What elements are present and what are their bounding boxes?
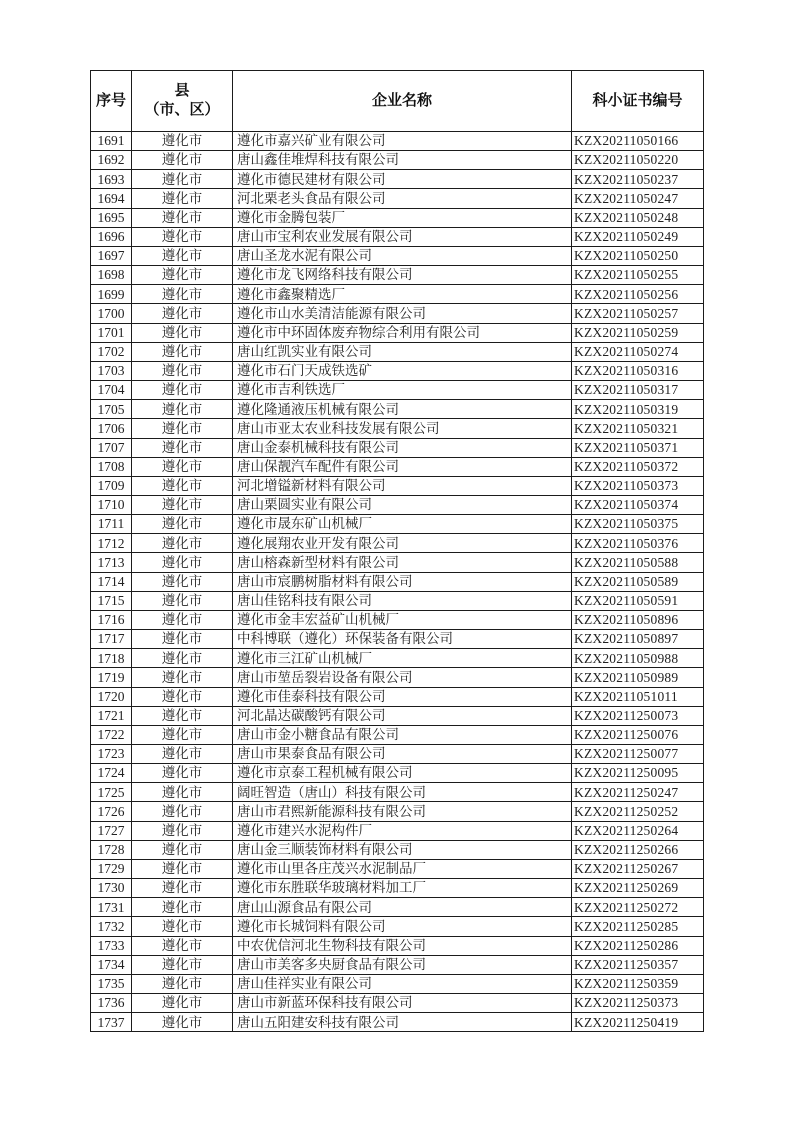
cell-company: 唐山市果泰食品有限公司 [233,745,572,764]
cell-certificate: KZX20211050989 [572,668,704,687]
cell-certificate: KZX20211250266 [572,840,704,859]
cell-county: 遵化市 [132,630,233,649]
table-row [91,898,704,917]
table-row [91,495,704,514]
cell-county: 遵化市 [132,1013,233,1032]
cell-serial: 1705 [91,400,132,419]
cell-serial: 1691 [91,132,132,151]
cell-certificate: KZX20211250269 [572,879,704,898]
table-row [91,361,704,380]
table-row [91,821,704,840]
cell-certificate: KZX20211050588 [572,553,704,572]
cell-certificate: KZX20211250264 [572,821,704,840]
cell-serial: 1727 [91,821,132,840]
table-row [91,476,704,495]
cell-serial: 1722 [91,725,132,744]
cell-certificate: KZX20211250247 [572,783,704,802]
table-row [91,974,704,993]
cell-certificate: KZX20211050259 [572,323,704,342]
cell-county: 遵化市 [132,706,233,725]
table-row [91,151,704,170]
cell-company: 遵化市晟东矿山机械厂 [233,515,572,534]
cell-company: 唐山山源食品有限公司 [233,898,572,917]
table-row [91,994,704,1013]
cell-company: 唐山市金小糖食品有限公司 [233,725,572,744]
cell-company: 唐山市君熙新能源科技有限公司 [233,802,572,821]
cell-serial: 1720 [91,687,132,706]
cell-certificate: KZX20211250077 [572,745,704,764]
header-cert [572,71,704,132]
cell-county: 遵化市 [132,994,233,1013]
cell-county: 遵化市 [132,840,233,859]
cell-certificate: KZX20211050375 [572,515,704,534]
cell-county: 遵化市 [132,534,233,553]
cell-serial: 1707 [91,438,132,457]
cell-certificate: KZX20211050988 [572,649,704,668]
cell-serial: 1712 [91,534,132,553]
cell-certificate: KZX20211250076 [572,725,704,744]
cell-company: 遵化市佳泰科技有限公司 [233,687,572,706]
table-row [91,649,704,668]
header-cert-label: 科小证书编号 [592,92,683,109]
cell-serial: 1697 [91,246,132,265]
cell-county: 遵化市 [132,859,233,878]
cell-company: 唐山市堃岳裂岩设备有限公司 [233,668,572,687]
cell-county: 遵化市 [132,936,233,955]
cell-company: 遵化市嘉兴矿业有限公司 [233,132,572,151]
cell-serial: 1706 [91,419,132,438]
cell-serial: 1723 [91,745,132,764]
cell-company: 遵化市石门天成铁选矿 [233,361,572,380]
cell-certificate: KZX20211050317 [572,381,704,400]
cell-county: 遵化市 [132,246,233,265]
cell-certificate: KZX20211050591 [572,591,704,610]
cell-serial: 1733 [91,936,132,955]
cell-county: 遵化市 [132,553,233,572]
cell-company: 遵化市京泰工程机械有限公司 [233,764,572,783]
cell-county: 遵化市 [132,802,233,821]
cell-county: 遵化市 [132,285,233,304]
cell-company: 唐山市亚太农业科技发展有限公司 [233,419,572,438]
cell-certificate: KZX20211050250 [572,246,704,265]
cell-company: 唐山圣龙水泥有限公司 [233,246,572,265]
table-row [91,323,704,342]
cell-certificate: KZX20211050248 [572,208,704,227]
cell-county: 遵化市 [132,610,233,629]
table-row [91,534,704,553]
cell-county: 遵化市 [132,438,233,457]
cell-serial: 1701 [91,323,132,342]
cell-company: 河北栗老头食品有限公司 [233,189,572,208]
table-row [91,591,704,610]
table-row [91,917,704,936]
cell-company: 遵化市山水美清洁能源有限公司 [233,304,572,323]
cell-county: 遵化市 [132,783,233,802]
table-row [91,457,704,476]
cell-serial: 1731 [91,898,132,917]
cell-serial: 1716 [91,610,132,629]
table-row [91,266,704,285]
cell-county: 遵化市 [132,323,233,342]
cell-certificate: KZX20211050371 [572,438,704,457]
table-row [91,381,704,400]
cell-company: 遵化隆通液压机械有限公司 [233,400,572,419]
cell-serial: 1728 [91,840,132,859]
table-row [91,725,704,744]
table-row [91,285,704,304]
header-company [233,71,572,132]
cell-serial: 1710 [91,495,132,514]
cell-county: 遵化市 [132,381,233,400]
table-row [91,170,704,189]
cell-company: 河北增镒新材料有限公司 [233,476,572,495]
cell-county: 遵化市 [132,955,233,974]
cell-serial: 1695 [91,208,132,227]
table-row [91,610,704,629]
cell-county: 遵化市 [132,476,233,495]
table-row [91,304,704,323]
cell-county: 遵化市 [132,898,233,917]
cell-company: 唐山栗圆实业有限公司 [233,495,572,514]
table-row [91,840,704,859]
table-row [91,802,704,821]
cell-certificate: KZX20211050255 [572,266,704,285]
cell-company: 唐山市美客多央厨食品有限公司 [233,955,572,974]
cell-certificate: KZX20211050166 [572,132,704,151]
cell-certificate: KZX20211050374 [572,495,704,514]
cell-serial: 1703 [91,361,132,380]
table-row [91,515,704,534]
cell-serial: 1729 [91,859,132,878]
cell-county: 遵化市 [132,649,233,668]
cell-county: 遵化市 [132,266,233,285]
cell-company: 遵化市长城饲料有限公司 [233,917,572,936]
cell-county: 遵化市 [132,400,233,419]
cell-serial: 1732 [91,917,132,936]
cell-certificate: KZX20211250285 [572,917,704,936]
cell-certificate: KZX20211050274 [572,342,704,361]
table-row [91,687,704,706]
cell-serial: 1699 [91,285,132,304]
cell-certificate: KZX20211050249 [572,227,704,246]
cell-serial: 1726 [91,802,132,821]
table-row [91,132,704,151]
table-row [91,227,704,246]
cell-company: 唐山保靓汽车配件有限公司 [233,457,572,476]
cell-company: 遵化市三江矿山机械厂 [233,649,572,668]
cell-certificate: KZX20211051011 [572,687,704,706]
table-row [91,419,704,438]
cell-serial: 1704 [91,381,132,400]
table-row [91,572,704,591]
cell-company: 阔旺智造（唐山）科技有限公司 [233,783,572,802]
table-row [91,955,704,974]
cell-county: 遵化市 [132,170,233,189]
cell-company: 唐山佳铭科技有限公司 [233,591,572,610]
cell-county: 遵化市 [132,879,233,898]
header-county-line2: （市、区） [144,102,220,118]
cell-certificate: KZX20211250272 [572,898,704,917]
cell-serial: 1694 [91,189,132,208]
header-county [132,71,233,132]
cell-county: 遵化市 [132,668,233,687]
header-serial-label: 序号 [95,92,126,109]
cell-certificate: KZX20211250267 [572,859,704,878]
cell-company: 遵化市龙飞网络科技有限公司 [233,266,572,285]
cell-certificate: KZX20211050372 [572,457,704,476]
cell-serial: 1696 [91,227,132,246]
cell-serial: 1693 [91,170,132,189]
cell-certificate: KZX20211250095 [572,764,704,783]
cell-serial: 1702 [91,342,132,361]
cell-certificate: KZX20211050220 [572,151,704,170]
cell-serial: 1708 [91,457,132,476]
cell-county: 遵化市 [132,208,233,227]
cell-certificate: KZX20211050373 [572,476,704,495]
cell-company: 河北晶达碳酸钙有限公司 [233,706,572,725]
cell-company: 中科博联（遵化）环保装备有限公司 [233,630,572,649]
cell-company: 唐山鑫佳堆焊科技有限公司 [233,151,572,170]
cell-serial: 1718 [91,649,132,668]
table-row [91,189,704,208]
cell-company: 唐山市宝利农业发展有限公司 [233,227,572,246]
cell-company: 唐山市宸鹏树脂材料有限公司 [233,572,572,591]
cell-company: 遵化市东胜联华玻璃材料加工厂 [233,879,572,898]
cell-company: 中农优信河北生物科技有限公司 [233,936,572,955]
cell-certificate: KZX20211250373 [572,994,704,1013]
cell-certificate: KZX20211050897 [572,630,704,649]
cell-company: 唐山五阳建安科技有限公司 [233,1013,572,1032]
cell-serial: 1730 [91,879,132,898]
cell-county: 遵化市 [132,974,233,993]
table-row [91,1013,704,1032]
cell-certificate: KZX20211050257 [572,304,704,323]
table-row [91,553,704,572]
cell-company: 遵化市鑫聚精选厂 [233,285,572,304]
cell-certificate: KZX20211050896 [572,610,704,629]
table-row [91,745,704,764]
cell-county: 遵化市 [132,457,233,476]
cell-county: 遵化市 [132,591,233,610]
cell-serial: 1711 [91,515,132,534]
cell-county: 遵化市 [132,151,233,170]
cell-company: 唐山红凯实业有限公司 [233,342,572,361]
cell-certificate: KZX20211050247 [572,189,704,208]
cell-serial: 1714 [91,572,132,591]
cell-company: 遵化市金丰宏益矿山机械厂 [233,610,572,629]
cell-certificate: KZX20211050319 [572,400,704,419]
cell-company: 遵化展翔农业开发有限公司 [233,534,572,553]
cell-county: 遵化市 [132,304,233,323]
cell-serial: 1737 [91,1013,132,1032]
cell-serial: 1713 [91,553,132,572]
cell-company: 唐山佳祥实业有限公司 [233,974,572,993]
cell-certificate: KZX20211050589 [572,572,704,591]
cell-certificate: KZX20211050237 [572,170,704,189]
table-row [91,879,704,898]
cell-certificate: KZX20211250252 [572,802,704,821]
cell-serial: 1692 [91,151,132,170]
header-serial [91,71,132,132]
header-company-label: 企业名称 [371,92,432,109]
cell-serial: 1709 [91,476,132,495]
cell-county: 遵化市 [132,189,233,208]
table-row [91,246,704,265]
table-row [91,668,704,687]
cell-county: 遵化市 [132,821,233,840]
table-row [91,783,704,802]
table-header [91,71,704,132]
cell-county: 遵化市 [132,419,233,438]
cell-company: 唐山金泰机械科技有限公司 [233,438,572,457]
cell-certificate: KZX20211250286 [572,936,704,955]
cell-company: 遵化市吉利铁选厂 [233,381,572,400]
table-row [91,764,704,783]
cell-county: 遵化市 [132,342,233,361]
cell-serial: 1719 [91,668,132,687]
table-row [91,342,704,361]
cell-certificate: KZX20211250359 [572,974,704,993]
cell-company: 遵化市山里各庄茂兴水泥制品厂 [233,859,572,878]
cell-serial: 1721 [91,706,132,725]
cell-company: 遵化市德民建材有限公司 [233,170,572,189]
cell-serial: 1717 [91,630,132,649]
cell-county: 遵化市 [132,764,233,783]
header-county-line1: 县 [174,83,190,100]
table-row [91,859,704,878]
cell-company: 唐山榕森新型材料有限公司 [233,553,572,572]
cell-certificate: KZX20211250073 [572,706,704,725]
cell-serial: 1734 [91,955,132,974]
cell-serial: 1725 [91,783,132,802]
cell-serial: 1735 [91,974,132,993]
cell-company: 遵化市金腾包装厂 [233,208,572,227]
table-body [91,132,704,1032]
cell-county: 遵化市 [132,917,233,936]
cell-certificate: KZX20211050321 [572,419,704,438]
cell-certificate: KZX20211050376 [572,534,704,553]
cell-certificate: KZX20211050316 [572,361,704,380]
cell-serial: 1700 [91,304,132,323]
header-row [91,71,704,132]
cell-county: 遵化市 [132,495,233,514]
table-row [91,208,704,227]
cell-company: 唐山市新蓝环保科技有限公司 [233,994,572,1013]
cell-company: 唐山金三顺装饰材料有限公司 [233,840,572,859]
table-row [91,630,704,649]
cell-county: 遵化市 [132,725,233,744]
table-row [91,706,704,725]
cell-serial: 1724 [91,764,132,783]
cell-certificate: KZX20211250419 [572,1013,704,1032]
certificate-table [90,70,704,1032]
cell-county: 遵化市 [132,132,233,151]
cell-certificate: KZX20211250357 [572,955,704,974]
table-row [91,438,704,457]
cell-county: 遵化市 [132,687,233,706]
cell-serial: 1736 [91,994,132,1013]
cell-company: 遵化市建兴水泥构件厂 [233,821,572,840]
cell-certificate: KZX20211050256 [572,285,704,304]
cell-serial: 1698 [91,266,132,285]
cell-county: 遵化市 [132,572,233,591]
table-row [91,936,704,955]
cell-county: 遵化市 [132,227,233,246]
cell-county: 遵化市 [132,745,233,764]
cell-serial: 1715 [91,591,132,610]
cell-county: 遵化市 [132,361,233,380]
table-row [91,400,704,419]
cell-company: 遵化市中环固体废弃物综合利用有限公司 [233,323,572,342]
cell-county: 遵化市 [132,515,233,534]
